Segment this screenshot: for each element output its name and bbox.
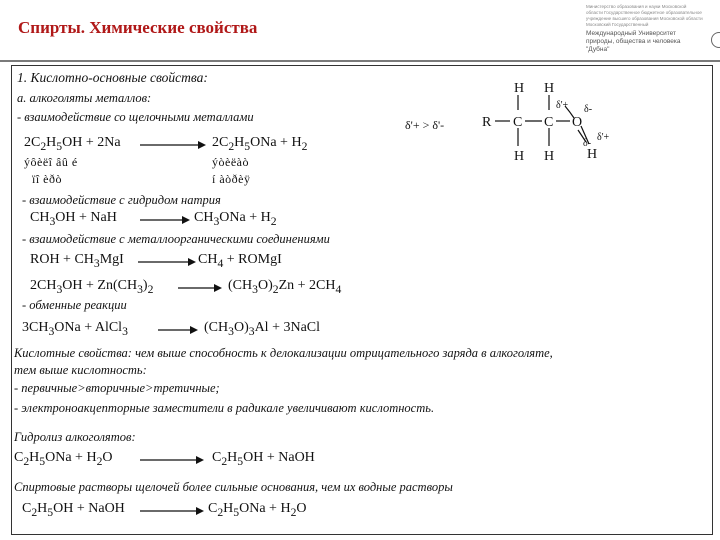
reaction-arrow [140, 214, 190, 226]
garbled-caption: ýôèëî âû é [24, 155, 78, 169]
equation-left: $3CH_3ONa$ + AlCl$_3$ [22, 320, 128, 338]
atom-label: H [544, 81, 555, 96]
logo-text-line: Московский Государственный [586, 22, 649, 27]
acidity-text: тем выше кислотность: [14, 363, 147, 377]
reaction-arrow [138, 256, 196, 268]
logo-text-line: Международный Университет [586, 30, 677, 37]
logo-text-line: учреждение высшего образования Московской области [586, 16, 703, 21]
logo-text-line: области Государственное бюджетное образовательное [586, 10, 702, 15]
list-item: - обменные реакции [22, 298, 127, 312]
equation-right: $2C_2H_5ONa + H_2$ [212, 135, 308, 153]
alcohol-structure-diagram [470, 78, 630, 166]
reaction-arrow [140, 139, 206, 151]
atom-label: H [587, 147, 598, 162]
logo-text-line: "Дубна" [586, 46, 610, 53]
partial-charge-label: δ- [583, 138, 592, 149]
garbled-caption: í àòðèÿ [212, 172, 251, 186]
reaction-arrow [140, 505, 204, 517]
list-item: - взаимодействие с металлоорганическими соединениями [22, 232, 330, 246]
list-item: - взаимодействие с гидридом натрия [22, 193, 221, 207]
atom-label: R [482, 115, 492, 130]
section-heading: Гидролиз алкоголятов: [14, 430, 136, 444]
logo-text-line: Министерство образования и науки Московской [586, 4, 687, 9]
polarity-label: δ'+ > δ'- [405, 118, 445, 132]
equation-right: $(CH_3O)_3Al$ + 3NaCl [204, 320, 321, 338]
equation-right: $(CH_3O)_2Zn + 2CH_4$ [228, 278, 342, 296]
partial-charge-label: δ'+ [597, 132, 610, 143]
acidity-text: - первичные>вторичные>третичные; [14, 381, 220, 395]
equation-left: $CH_3OH$ + NaH [30, 210, 117, 228]
university-logo [548, 2, 718, 56]
page-title: Спирты. Химические свойства [18, 18, 258, 37]
acidity-text: Кислотные свойства: чем выше способность к делокализации отрицательного заряда в алкоголяте, [14, 346, 553, 360]
section-heading: 1. Кислотно-основные свойства: [17, 70, 208, 85]
garbled-caption: ýòèëàò [212, 155, 249, 169]
partial-charge-label: δ- [584, 104, 593, 115]
equation-right: $C_2H_5OH$ + NaOH [212, 450, 315, 468]
reaction-arrow [158, 324, 198, 336]
equation-right: $CH_3ONa + H_2$ [194, 210, 277, 228]
header-divider [0, 60, 720, 62]
atom-label: C [544, 115, 554, 130]
equation-left: $2CH_3OH + Zn(CH_3)_2$ [30, 278, 154, 296]
subsection-heading: а. алкоголяты металлов: [17, 91, 152, 105]
atom-label: O [572, 115, 583, 130]
equation-left: $C_2H_5OH$ + NaOH [22, 501, 125, 519]
reaction-arrow [140, 454, 204, 466]
equation-right: $CH_4$ + ROMgI [198, 252, 282, 270]
atom-label: H [514, 81, 525, 96]
atom-label: H [544, 149, 555, 164]
atom-label: C [513, 115, 523, 130]
equation-left: ROH + $CH_3MgI$ [30, 252, 124, 270]
list-item: - взаимодействие со щелочными металлами [17, 110, 254, 124]
solutions-text: Спиртовые растворы щелочей более сильные основания, чем их водные растворы [14, 480, 453, 494]
logo-text-line: природы, общества и человека [586, 38, 681, 45]
globe-icon [711, 32, 720, 48]
atom-label: H [514, 149, 525, 164]
acidity-text: - электроноакцепторные заместители в радикале увеличивают кислотность. [14, 401, 435, 415]
partial-charge-label: δ'+ [556, 100, 569, 111]
reaction-arrow [178, 282, 222, 294]
garbled-caption: ïî èðò [32, 172, 62, 186]
equation-left: $2C_2H_5OH + 2Na$ [24, 135, 121, 153]
equation-right: $C_2H_5ONa + H_2O$ [208, 501, 307, 519]
equation-left: $C_2H_5ONa + H_2O$ [14, 450, 113, 468]
